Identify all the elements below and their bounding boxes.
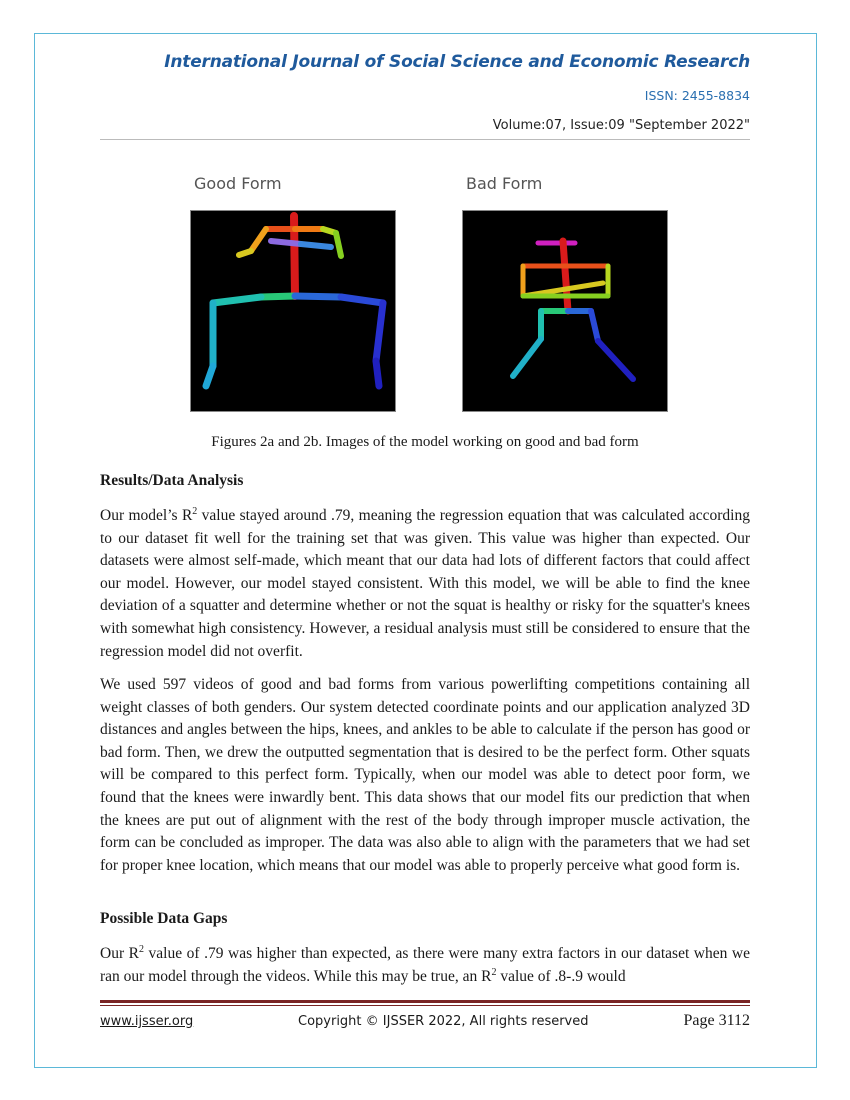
results-paragraph-2: We used 597 videos of good and bad forms from various powerlifting competitions containing all weight classes of both genders. Our system detected coordinate points and our application analyzed 3D distances and angles between the hips, knees, and ankles to be able to calculate if the person has good or bad form. Then, we drew the outputted segmentation that is desired to be the perfect form. Other squats will be compared to this perfect form. Typically, when our model was able to detect poor form, we found that the knees were inwardly bent. This data shows that our model fits our prediction that when the knees are put out of alignment with the rest of the body through improper muscle activation, the form can be concluded as improper. The data was also able to align with the parameters that we had set for proper knee location, which means that our model was able to properly perceive what good form is. (100, 676, 750, 874)
figure-2a-label: Good Form (194, 174, 282, 193)
figure-2b-label: Bad Form (466, 174, 543, 193)
issn: ISSN: 2455-8834 (644, 88, 750, 103)
possible-data-gaps-heading: Possible Data Gaps (100, 910, 228, 927)
bad-form-skeleton (463, 211, 667, 411)
figure-2a-good-form-image (190, 210, 396, 412)
footer-divider-thick (100, 1000, 750, 1003)
results-heading: Results/Data Analysis (100, 472, 244, 489)
footer-copyright: Copyright © IJSSER 2022, All rights reserved (298, 1014, 589, 1029)
header-divider (100, 139, 750, 140)
figure-caption: Figures 2a and 2b. Images of the model working on good and bad form (211, 434, 639, 450)
figure-2b-bad-form-image (462, 210, 668, 412)
data-gaps-paragraph: Our $R^2$ value of .79 was higher than expected, as there were many extra factors in our dataset when we ran our model through the videos. While this may be true, an $R^2$ value of .8-.9 would (100, 943, 750, 985)
footer-divider-thin (100, 1005, 750, 1006)
page-number: Page 3112 (683, 1012, 750, 1029)
results-paragraph-1: Our model’s $R^2$ value stayed around .79, meaning the regression equation that was calculated according to our dataset fit well for the training set that was given. This value was higher than expected. Our datasets were almost self-made, which meant that our data had lots of different factors that could affect our model. However, our model stayed consistent. With this model, we will be able to find the knee deviation of a squatter and determine whether or not the squat is healthy or risky for the squatter's knees with somewhat high consistency. However, a residual analysis must still be considered to ensure that the regression model did not overfit. (100, 505, 750, 660)
good-form-skeleton (191, 211, 395, 411)
volume-issue: Volume:07, Issue:09 "September 2022" (492, 118, 750, 133)
journal-title: International Journal of Social Science and Economic Research (164, 52, 750, 72)
footer-website-link[interactable]: www.ijsser.org (100, 1014, 194, 1029)
